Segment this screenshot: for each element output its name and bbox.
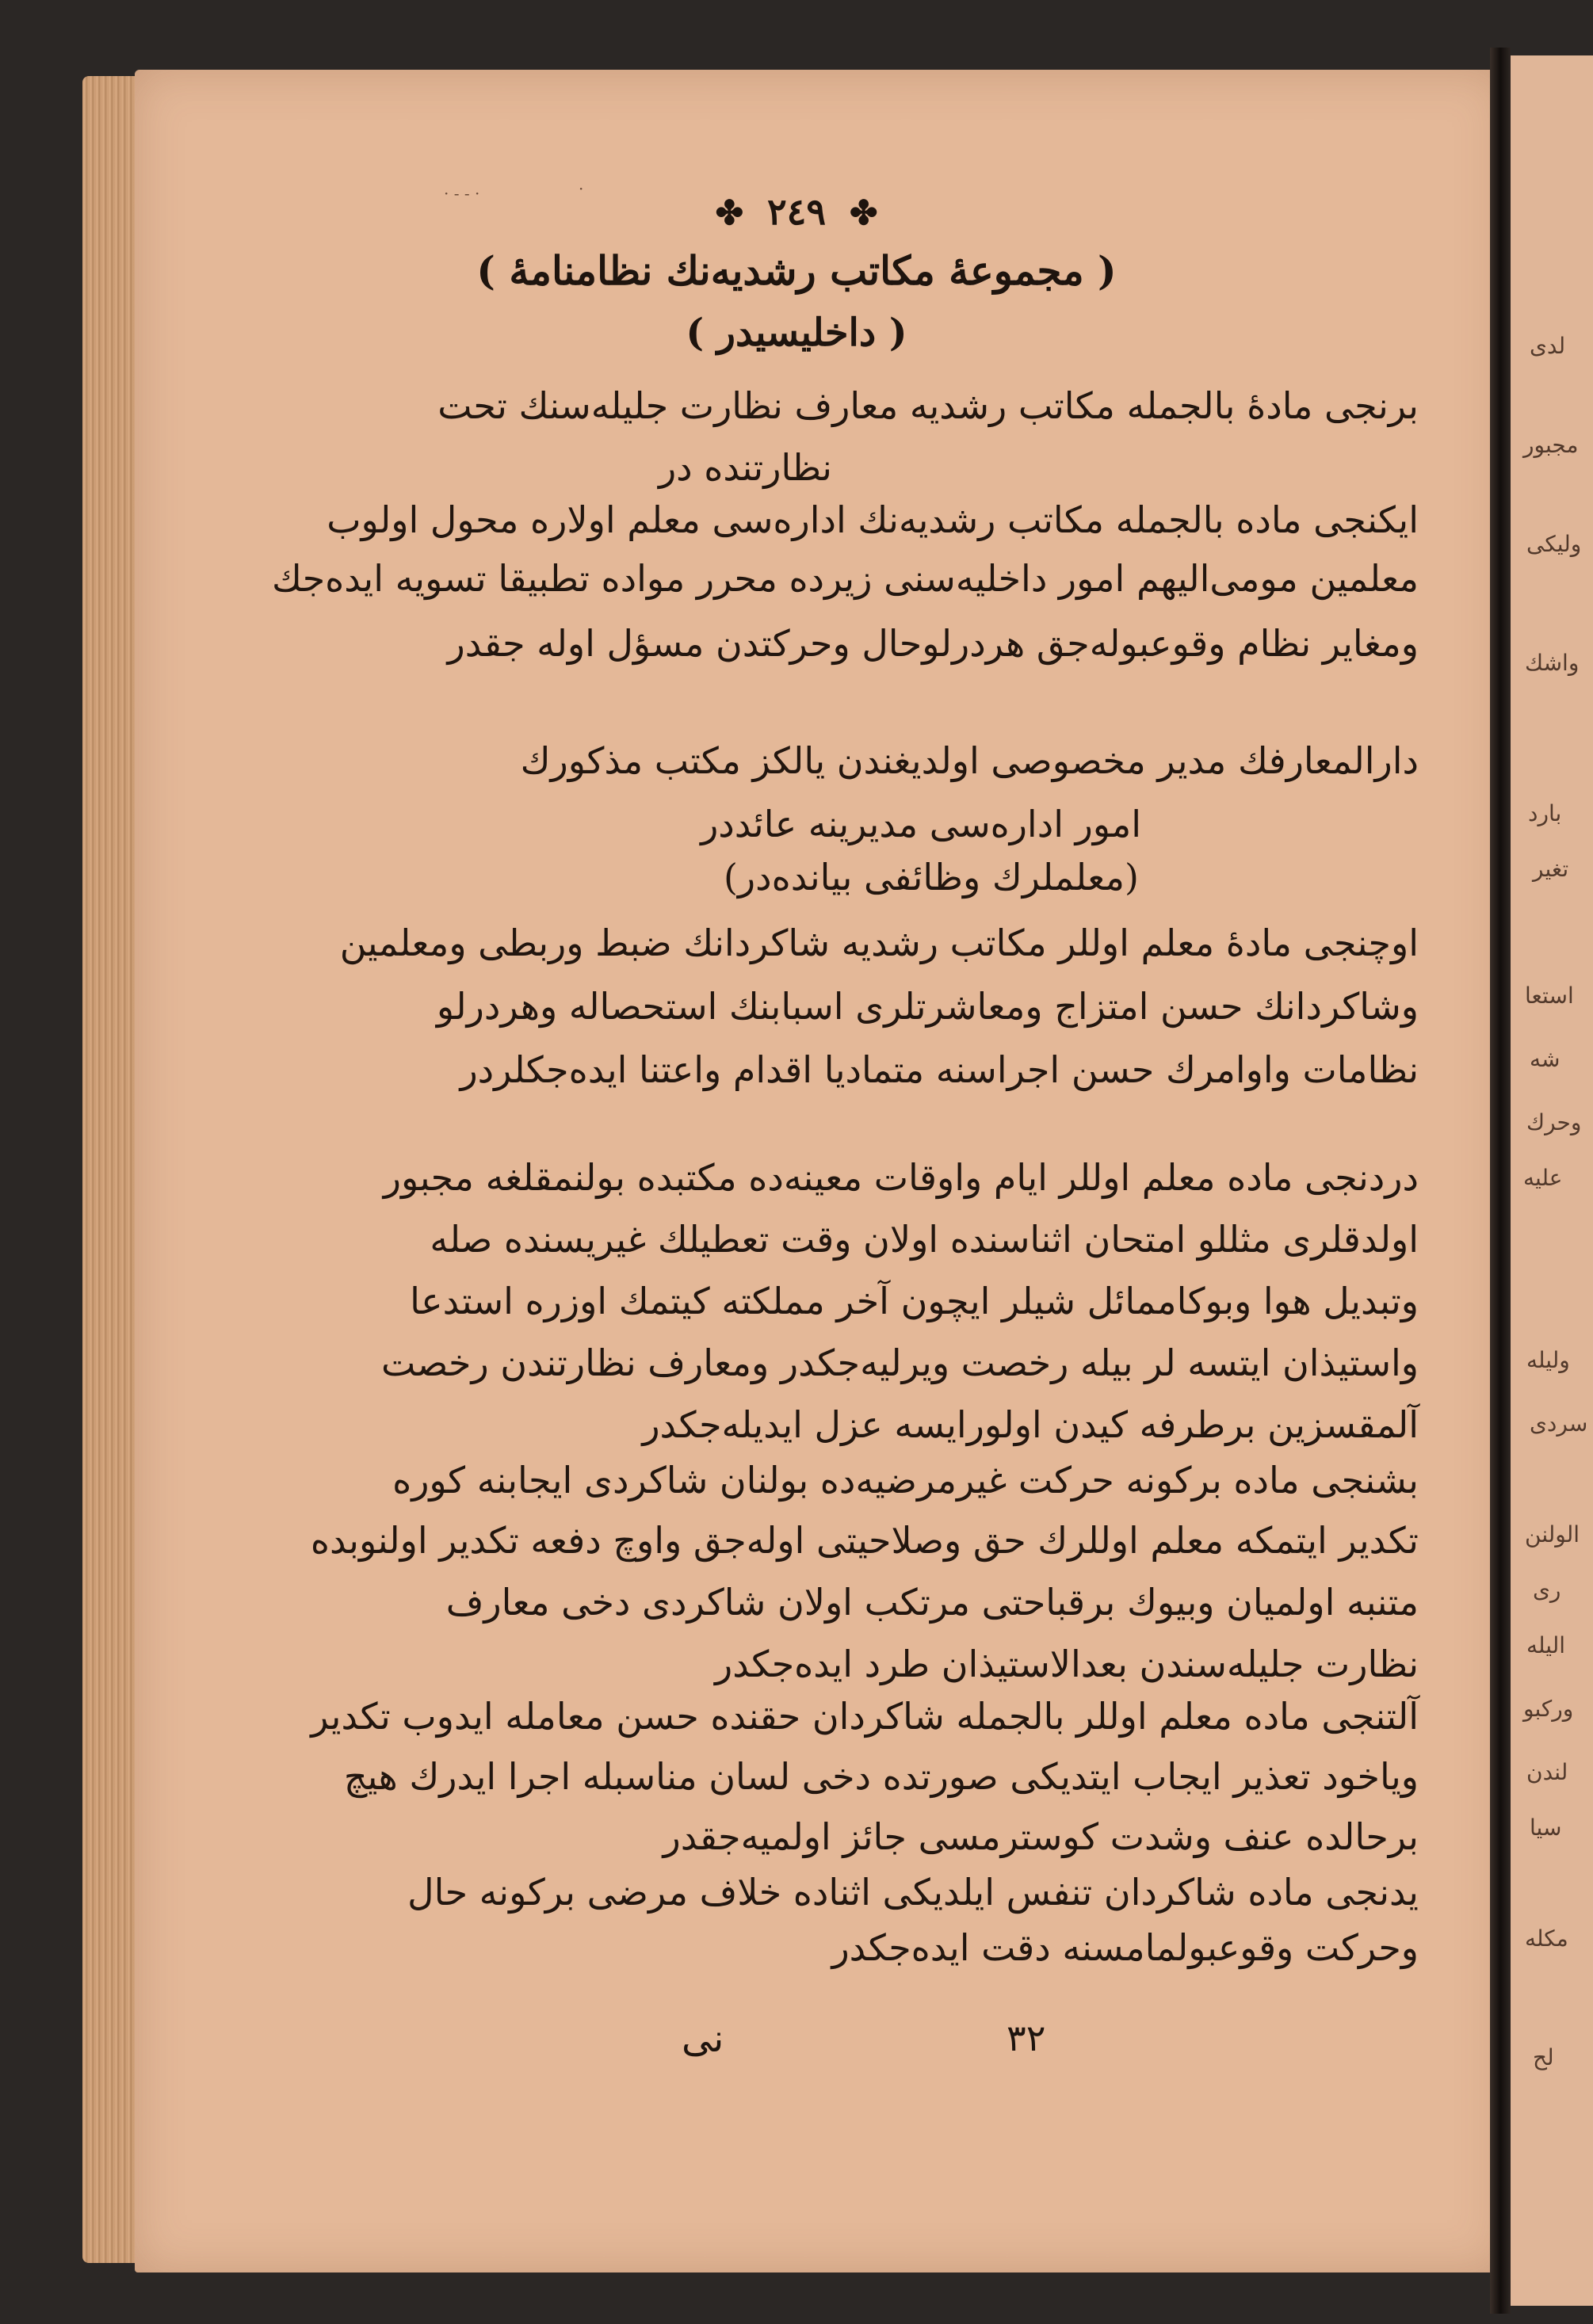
text-body [271,0,1419,2324]
text-line: برنجی مادهٔ بالجمله مکاتب رشدیه معارف نظارت جلیله‌سنك تحت [437,384,1419,427]
facing-fragment: بارد [1528,800,1562,826]
footer-number: ٣٢ [1007,2017,1046,2059]
text-line: معلمین مومی‌الیهم امور داخلیه‌سنی زیرده محرر مواده تطبیقا تسویه ایده‌جك [271,557,1419,600]
page-title: ( مجموعهٔ مکاتب رشدیه‌نك نظامنامهٔ ) [476,247,1117,294]
text-line: نظارتنده در [658,446,832,489]
text-line: نظامات واوامرك حسن اجراسنه متمادیا اقدام واعتنا ایده‌جکلردر [460,1048,1419,1091]
text-line: اوچنجی مادهٔ معلم اوللر مکاتب رشدیه شاکردانك ضبط وربطی ومعلمین [339,922,1419,964]
facing-fragment: مکله [1525,1925,1568,1952]
facing-fragment: ولیکی [1526,531,1582,557]
text-line: دارالمعارفك مدیر مخصوصی اولدیغندن یالکز مکتب مذکورك [520,739,1419,782]
signature-mark: نی [682,2017,724,2061]
facing-fragment: سیا [1530,1815,1562,1841]
section-heading: (معلملرك وظائفی بیانده‌در) [723,856,1139,899]
facing-fragment: الیله [1526,1632,1566,1658]
text-line: واستیذان ایتسه لر بیله رخصت ویرلیه‌جکدر ومعارف نظارتندن رخصت [380,1341,1419,1384]
text-line: امور اداره‌سی مدیرینه عائددر [701,803,1141,845]
facing-fragment: لح [1533,2044,1554,2070]
facing-fragment: وحرك [1526,1109,1582,1135]
text-line: تکدیر ایتمکه معلم اوللرك حق وصلاحیتی اوله‌جق واوچ دفعه تکدیر اولنوبده [310,1519,1419,1562]
text-line: وشاکردانك حسن امتزاج ومعاشرتلری اسبابنك استحصاله وهردرلو [436,985,1419,1028]
ornament-icon: ✤ [715,193,743,232]
ink-speck: · ‐ ‐ · [444,184,480,203]
ink-speck: · [579,179,584,198]
text-line: متنبه اولمیان وبیوك برقباحتی مرتکب اولان شاکردی دخی معارف [445,1581,1419,1624]
text-line: وحرکت وقوعبولمامسنه دقت ایده‌جکدر [831,1926,1419,1969]
text-line: وتبدیل هوا وبوکاممائل شیلر ایچون آخر مملکته کیتمك اوزره استدعا [410,1280,1419,1322]
facing-fragment: علیه [1523,1165,1563,1191]
facing-fragment: تغیر [1533,856,1569,882]
text-line: آلمقسزین برطرفه کیدن اولورایسه عزل ایدیله‌جکدر [642,1403,1419,1446]
page-subtitle: ( داخلیسیدر ) [686,311,907,355]
facing-fragment: مجبور [1523,432,1579,458]
facing-fragment: ورکبو [1523,1696,1574,1722]
facing-fragment: ری [1533,1577,1561,1603]
text-line: آلتنجی ماده معلم اوللر بالجمله شاکردان حقنده حسن معامله ایدوب تکدیر [311,1695,1419,1738]
text-line: نظارت جلیله‌سندن بعدالاستیذان طرد ایده‌جکدر [714,1643,1419,1685]
text-line: یدنجی ماده شاکردان تنفس ایلدیکی اثناده خلاف مرضی برکونه حال [407,1871,1419,1914]
facing-fragment: لندن [1526,1759,1568,1785]
ornament-icon: ✤ [850,193,878,232]
facing-fragment: شه [1530,1046,1561,1072]
text-line: برحالده عنف وشدت کوسترمسی جائز اولمیه‌جقدر [663,1815,1419,1858]
facing-fragment: الولنن [1525,1521,1580,1547]
facing-fragment: واشك [1525,650,1580,676]
facing-fragment: ولیله [1526,1347,1570,1373]
facing-fragment: سردی [1530,1410,1588,1437]
facing-fragment: لدی [1530,333,1566,359]
text-line: دردنجی ماده معلم اوللر ایام واوقات معینه‌ده مکتبده بولنمقلغه مجبور [383,1156,1419,1199]
facing-fragment: استعا [1525,983,1574,1009]
text-line: ویاخود تعذیر ایجاب ایتدیکی صورتده دخی لسان مناسبله اجرا ایدرك هیچ [343,1755,1419,1798]
text-line: ومغایر نظام وقوعبوله‌جق هردرلوحال وحرکتدن مسؤل اوله جقدر [447,622,1419,665]
page-number-value: ٢٤٩ [766,190,827,233]
book-gutter [1490,48,1511,2314]
text-line: اولدقلری مثللو امتحان اثناسنده اولان وقت تعطیلك غیریسنده صله [430,1218,1419,1261]
text-line: بشنجی ماده برکونه حرکت غیرمرضیه‌ده بولنان شاکردی ایجابنه کوره [392,1459,1419,1502]
text-line: ایکنجی ماده بالجمله مکاتب رشدیه‌نك اداره‌سی معلم اولاره محول اولوب [327,498,1419,541]
